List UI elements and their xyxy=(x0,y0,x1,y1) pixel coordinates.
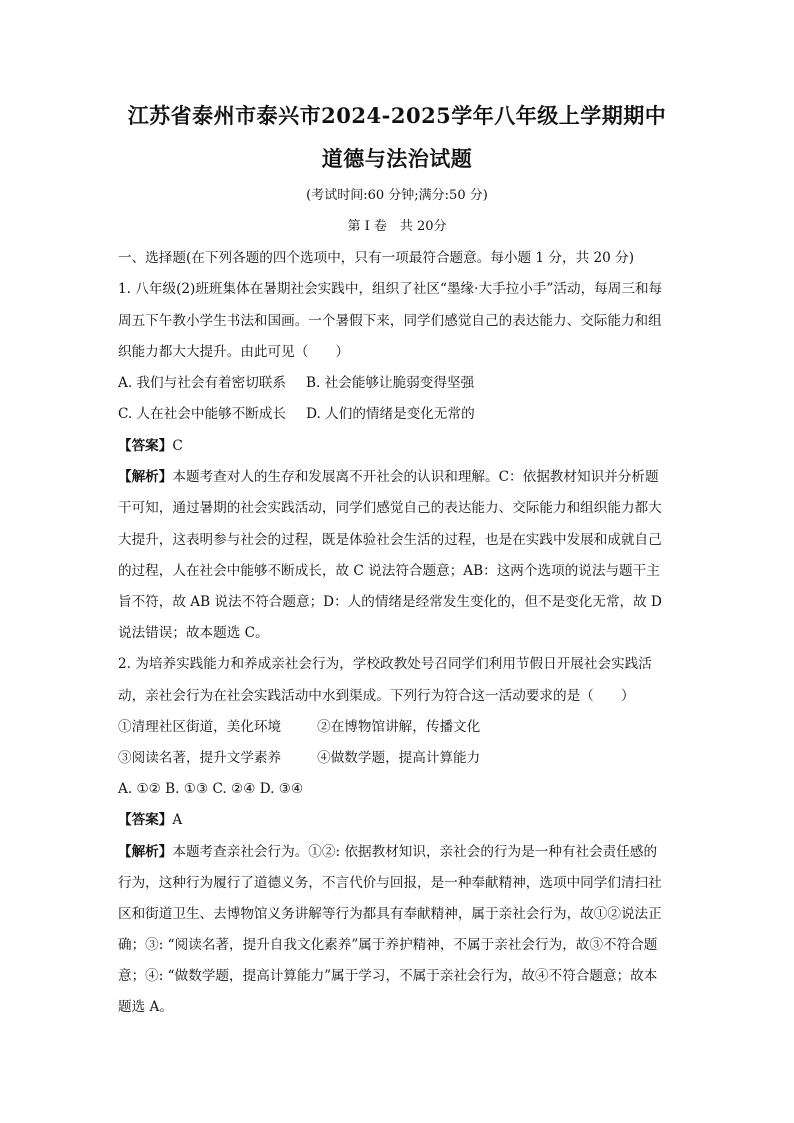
q1-stem-line-3: 织能力都大大提升。由此可见（ ） xyxy=(118,344,350,360)
exam-meta: (考试时间:60 分钟;满分:50 分) xyxy=(306,188,488,203)
exam-subject-title: 道德与法治试题 xyxy=(321,146,473,171)
q1-answer xyxy=(118,438,678,454)
q2-analysis-line-4: 确；③: “阅读名著，提升自我文化素养”属于养护精神，不属于亲社会行为，故③不符合题 xyxy=(118,937,658,953)
q2-item-4: ④做数学题，提高计算能力 xyxy=(317,750,481,766)
q1-analysis-line-6: 说法错误；故本题选 C。 xyxy=(118,625,269,641)
q2-answer-value: A xyxy=(172,812,183,828)
q2-analysis-line-1 xyxy=(118,844,678,860)
q1-analysis-line-3: 大提升，这表明参与社会的过程，既是体验社会生活的过程，也是在实践中发展和成就自己 xyxy=(118,532,662,548)
q1-analysis-text-1: 本题考查对人的生存和发展离不开社会的认识和理解。C：依据教材知识并分析题 xyxy=(172,469,659,485)
q1-option-d: D. 人们的情绪是变化无常的 xyxy=(306,406,475,422)
q1-analysis-line-1 xyxy=(118,469,678,485)
q1-analysis-label: 【解析】 xyxy=(118,469,173,485)
q1-stem-line-2: 周五下午教小学生书法和国画。一个暑假下来，同学们感觉自己的表达能力、交际能力和组 xyxy=(118,313,662,329)
section-label: 第 I 卷 共 20分 xyxy=(347,219,447,234)
q1-analysis-line-4: 的过程，人在社会中能够不断成长，故 C 说法符合题意；AB：这两个选项的说法与题干主 xyxy=(118,563,660,579)
exam-title: 江苏省泰州市泰兴市2024-2025学年八年级上学期期中 xyxy=(127,103,667,128)
q1-stem-line-1: 1. 八年级(2)班班集体在暑期社会实践中，组织了社区“墨缘·大手拉小手”活动，每周三和每 xyxy=(118,281,663,297)
q1-answer-value: C xyxy=(172,438,183,454)
q2-options: A. ①② B. ①③ C. ②④ D. ③④ xyxy=(118,781,304,797)
q1-answer-label: 【答案】 xyxy=(118,438,173,454)
q1-option-a: A. 我们与社会有着密切联系 xyxy=(118,375,286,391)
q1-analysis-line-2: 干可知，通过暑期的社会实践活动，同学们感觉自己的表达能力、交际能力和组织能力都大 xyxy=(118,500,662,516)
q2-analysis-line-2: 行为，这种行为履行了道德义务，不言代价与回报，是一种奉献精神，选项中同学们清扫社 xyxy=(118,875,662,891)
q2-item-2: ②在博物馆讲解，传播文化 xyxy=(317,719,481,735)
q1-options-row-1 xyxy=(118,375,678,391)
q2-item-3: ③阅读名著，提升文学素养 xyxy=(118,750,282,766)
q2-analysis-label: 【解析】 xyxy=(118,844,173,860)
q1-option-b: B. 社会能够让脆弱变得坚强 xyxy=(306,375,475,391)
q2-items-row-1 xyxy=(118,719,678,735)
q2-items-row-2 xyxy=(118,750,678,766)
q2-item-1: ①清理社区街道，美化环境 xyxy=(118,719,282,735)
q1-option-c: C. 人在社会中能够不断成长 xyxy=(118,406,287,422)
instructions: 一、选择题(在下列各题的四个选项中，只有一项最符合题意。每小题 1 分，共 20 分) xyxy=(118,250,635,266)
q2-answer-label: 【答案】 xyxy=(118,812,173,828)
q2-stem-line-1: 2. 为培养实践能力和养成亲社会行为，学校政教处号召同学们利用节假日开展社会实践活 xyxy=(118,656,652,672)
q1-analysis-line-5: 旨不符，故 AB 说法不符合题意；D：人的情绪是经常发生变化的，但不是变化无常，故 D xyxy=(118,594,662,610)
q2-analysis-line-5: 意；④: “做数学题，提高计算能力”属于学习，不属于亲社会行为，故④不符合题意；故本 xyxy=(118,968,658,984)
q2-analysis-line-3: 区和街道卫生、去博物馆义务讲解等行为都具有奉献精神，属于亲社会行为，故①②说法正 xyxy=(118,906,662,922)
q2-stem-line-2: 动，亲社会行为在社会实践活动中水到渠成。下列行为符合这一活动要求的是（ ） xyxy=(118,688,635,704)
q2-analysis-text-1: 本题考查亲社会行为。①②: 依据教材知识，亲社会的行为是一种有社会责任感的 xyxy=(172,844,658,860)
q2-answer xyxy=(118,812,678,828)
q2-analysis-line-6: 题选 A。 xyxy=(118,999,173,1015)
q1-options-row-2 xyxy=(118,406,678,422)
